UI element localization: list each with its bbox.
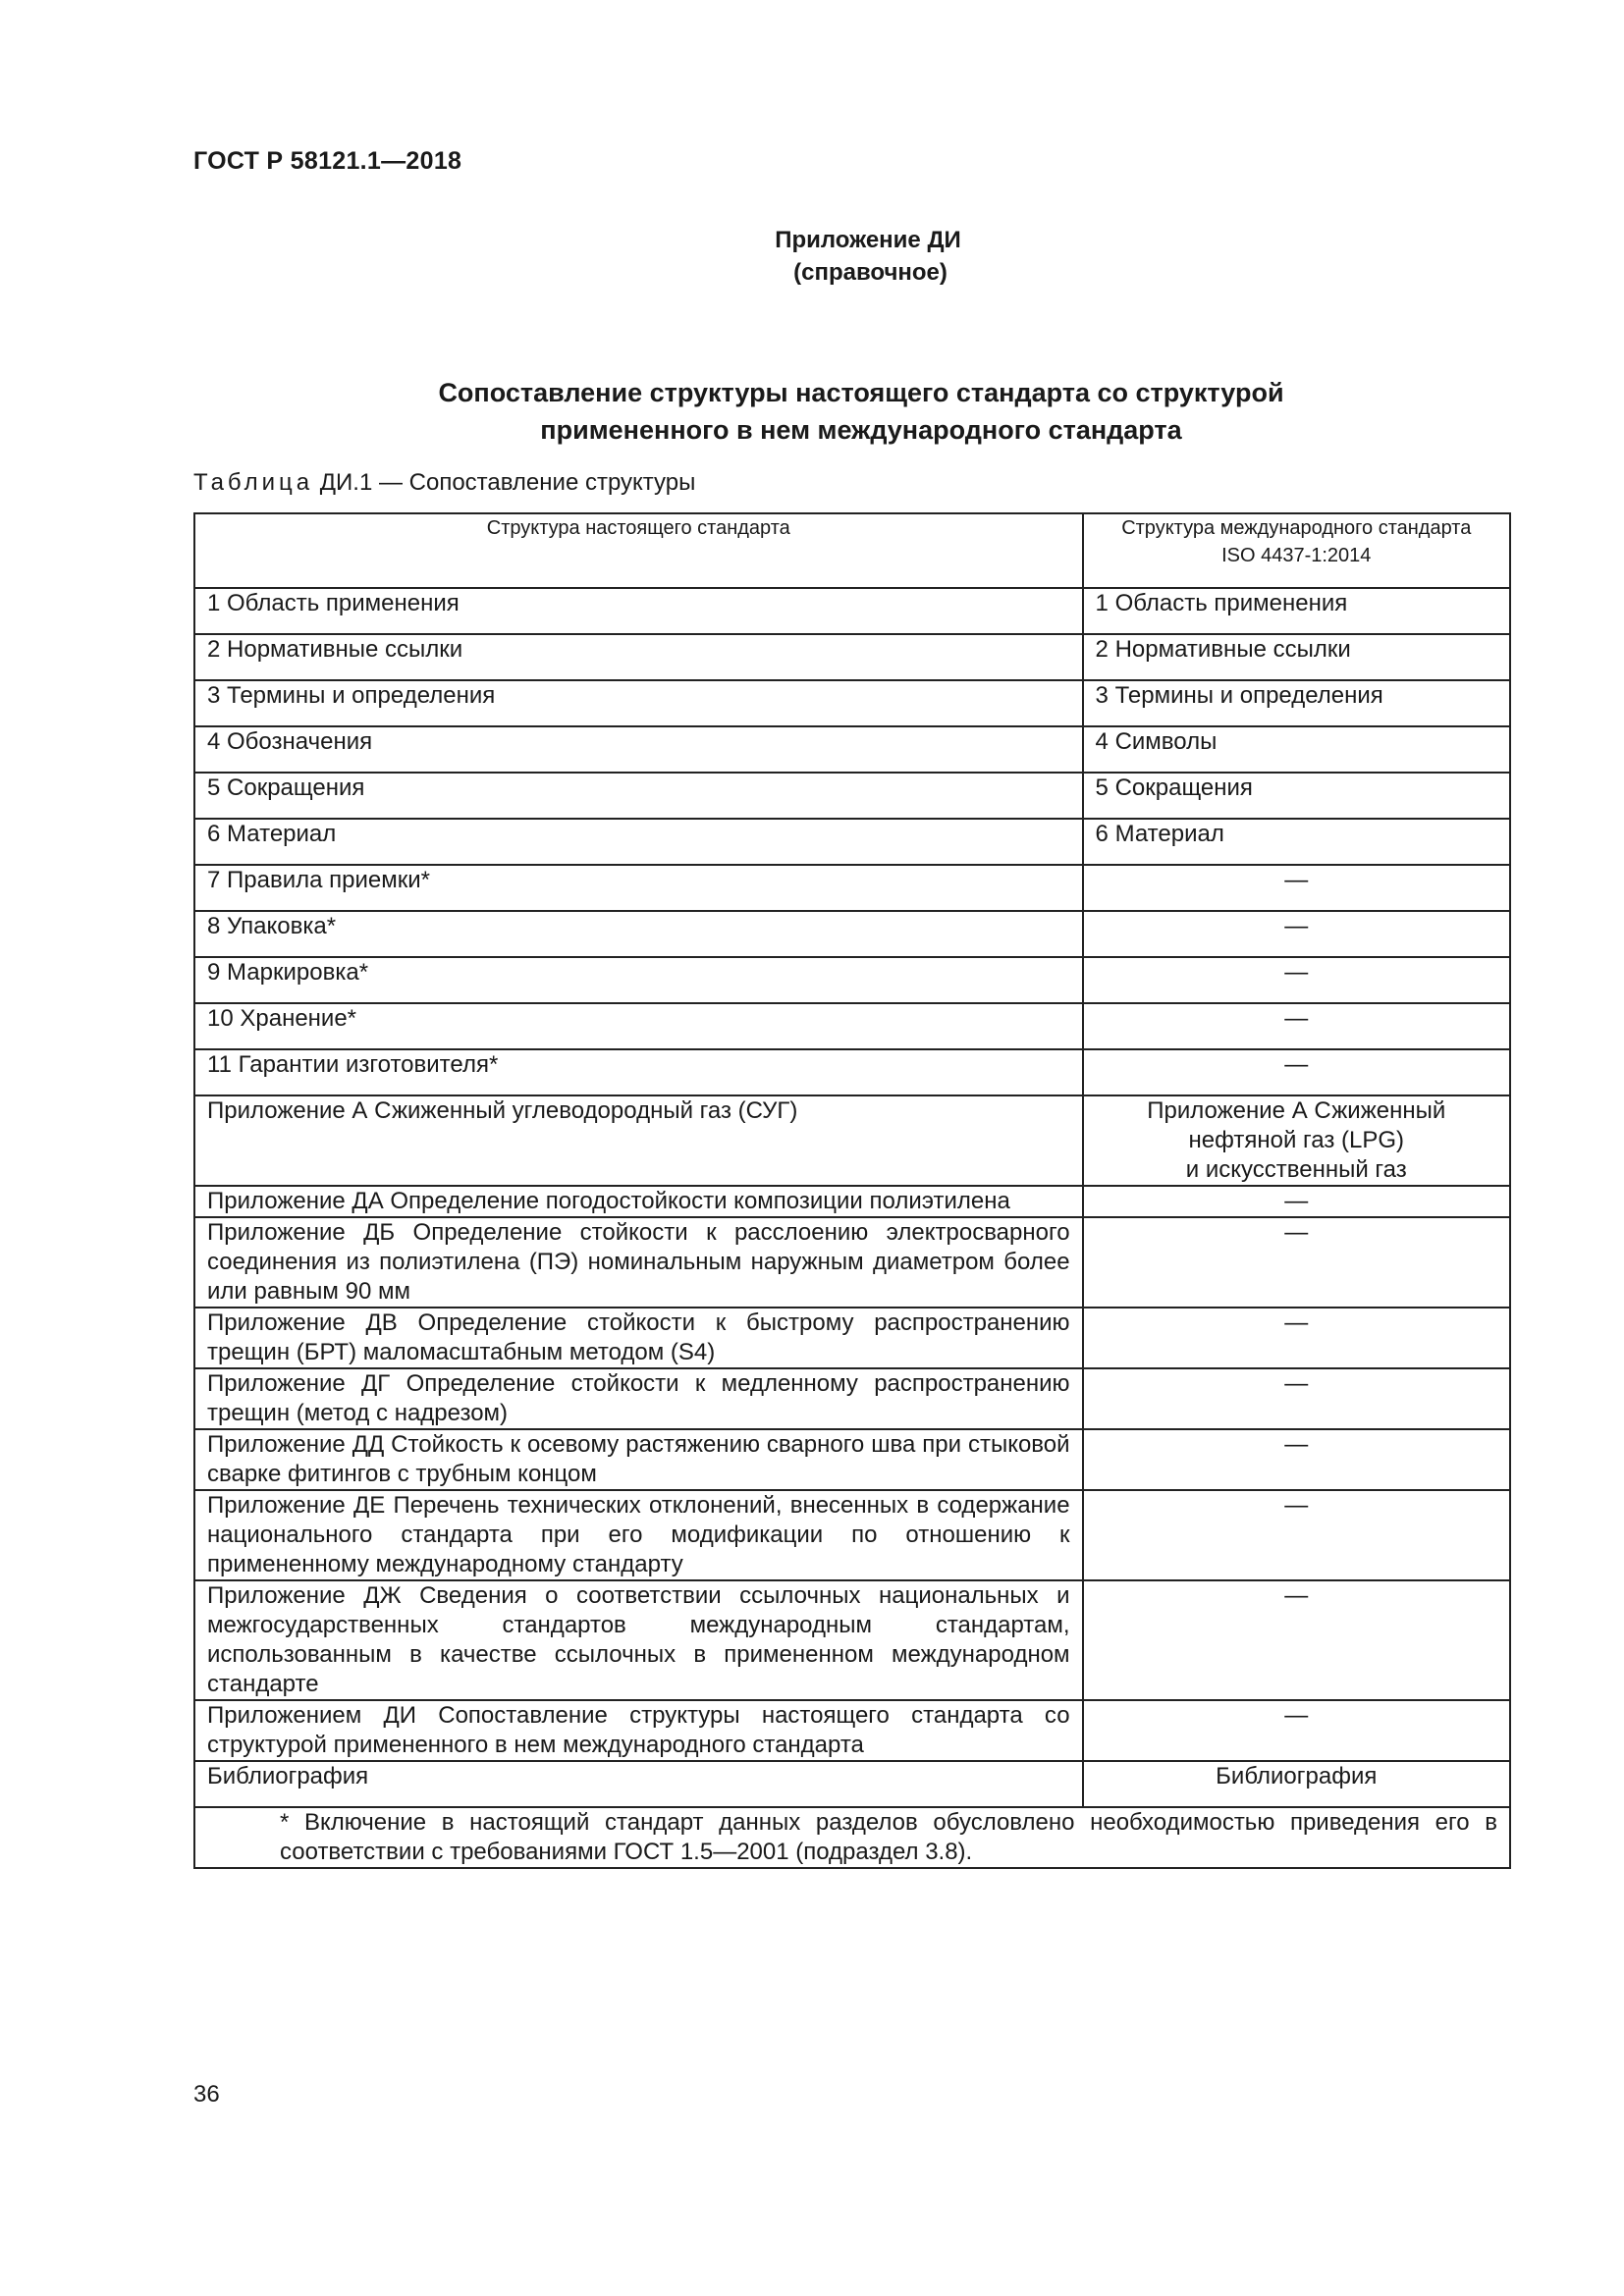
- table-row-bibliography: [194, 1761, 1510, 1807]
- row-left: Приложение ДД Стойкость к осевому растяжению сварного шва при стыковой сварке фитингов с трубным концом: [194, 1429, 1083, 1490]
- row-right-dash: —: [1083, 911, 1510, 957]
- table-row: [194, 773, 1510, 819]
- row-right: 5 Сокращения: [1083, 773, 1510, 819]
- row-left: Приложение ДЖ Сведения о соответствии ссылочных национальных и межгосударственных стандартов международным стандартам, использованным в качестве ссылочных в примененном международном стандарте: [194, 1580, 1083, 1700]
- table-row: [194, 911, 1510, 957]
- table-row: [194, 1580, 1510, 1700]
- row-left: Приложением ДИ Сопоставление структуры настоящего стандарта со структурой примененного в нем международного стандарта: [194, 1700, 1083, 1761]
- row-right: 3 Термины и определения: [1083, 680, 1510, 726]
- table-row: [194, 1490, 1510, 1580]
- row-left: 4 Обозначения: [194, 726, 1083, 773]
- row-left: 7 Правила приемки*: [194, 865, 1083, 911]
- annex-a-right-line2: нефтяной газ (LPG): [1188, 1127, 1404, 1153]
- row-right-dash: —: [1083, 1217, 1510, 1308]
- row-right: Библиография: [1083, 1761, 1510, 1807]
- row-right-dash: —: [1083, 1003, 1510, 1049]
- section-heading: [0, 374, 1624, 449]
- row-right-dash: —: [1083, 957, 1510, 1003]
- row-right: 4 Символы: [1083, 726, 1510, 773]
- row-right-dash: —: [1083, 865, 1510, 911]
- section-heading-line1: Сопоставление структуры настоящего стандарта со структурой: [438, 378, 1284, 407]
- table-row: [194, 1429, 1510, 1490]
- row-left: Приложение ДБ Определение стойкости к расслоению электросварного соединения из полиэтилена (ПЭ) номинальным наружным диаметром более или равным 90 мм: [194, 1217, 1083, 1308]
- table-row: [194, 1368, 1510, 1429]
- row-left: 3 Термины и определения: [194, 680, 1083, 726]
- col2-header-line2: ISO 4437-1:2014: [1221, 545, 1372, 566]
- row-left: Приложение ДВ Определение стойкости к быстрому распространению трещин (БРТ) маломасштабным методом (S4): [194, 1308, 1083, 1368]
- row-left: 8 Упаковка*: [194, 911, 1083, 957]
- table-row: [194, 1186, 1510, 1217]
- row-left: Библиография: [194, 1761, 1083, 1807]
- row-left: 2 Нормативные ссылки: [194, 634, 1083, 680]
- annex-status: (справочное): [793, 259, 947, 286]
- row-left: Приложение ДГ Определение стойкости к медленному распространению трещин (метод с надрезом): [194, 1368, 1083, 1429]
- row-right-dash: —: [1083, 1490, 1510, 1580]
- table-row: [194, 680, 1510, 726]
- table-row: [194, 865, 1510, 911]
- row-right-dash: —: [1083, 1186, 1510, 1217]
- row-left: Приложение А Сжиженный углеводородный газ (СУГ): [194, 1095, 1083, 1186]
- annex-title-block: [0, 224, 1624, 289]
- col2-header-line1: Структура международного стандарта: [1121, 517, 1472, 539]
- row-right-dash: —: [1083, 1580, 1510, 1700]
- annex-a-right-line3: и искусственный газ: [1185, 1156, 1407, 1183]
- row-left: 6 Материал: [194, 819, 1083, 865]
- col2-header: [1083, 513, 1510, 588]
- row-left: Приложение ДА Определение погодостойкости композиции полиэтилена: [194, 1186, 1083, 1217]
- table-footnote-text: * Включение в настоящий стандарт данных разделов обусловлено необходимостью приведения его в соответствии с требованиями ГОСТ 1.5—2001 (подраздел 3.8).: [280, 1809, 1497, 1865]
- table-caption-prefix: Таблица: [193, 469, 314, 496]
- table-row: [194, 1003, 1510, 1049]
- row-left: 5 Сокращения: [194, 773, 1083, 819]
- section-heading-line2: примененного в нем международного стандарта: [540, 415, 1182, 445]
- table-row: [194, 1049, 1510, 1095]
- annex-a-right-line1: Приложение А Сжиженный: [1147, 1097, 1446, 1124]
- row-right: 1 Область применения: [1083, 588, 1510, 634]
- table-footnote: [194, 1807, 1510, 1868]
- page-number: 36: [193, 2081, 220, 2108]
- row-left: Приложение ДЕ Перечень технических отклонений, внесенных в содержание национального стандарта при его модификации по отношению к примененному международному стандарту: [194, 1490, 1083, 1580]
- table-footnote-row: [194, 1807, 1510, 1868]
- row-right: 6 Материал: [1083, 819, 1510, 865]
- document-code: ГОСТ Р 58121.1—2018: [193, 147, 462, 175]
- table-caption: [193, 469, 695, 497]
- table-row: [194, 588, 1510, 634]
- table-row: [194, 1700, 1510, 1761]
- structure-comparison-table: [193, 512, 1511, 1869]
- row-left: 11 Гарантии изготовителя*: [194, 1049, 1083, 1095]
- table-row: [194, 1308, 1510, 1368]
- table-row: [194, 1217, 1510, 1308]
- table-caption-text: ДИ.1 — Сопоставление структуры: [319, 469, 696, 496]
- table-header-row: [194, 513, 1510, 588]
- annex-title: Приложение ДИ: [775, 227, 961, 253]
- row-right: [1083, 1095, 1510, 1186]
- table-row: [194, 634, 1510, 680]
- row-right-dash: —: [1083, 1368, 1510, 1429]
- row-right-dash: —: [1083, 1700, 1510, 1761]
- col1-header: Структура настоящего стандарта: [194, 513, 1083, 588]
- row-left: 10 Хранение*: [194, 1003, 1083, 1049]
- row-left: 9 Маркировка*: [194, 957, 1083, 1003]
- row-right-dash: —: [1083, 1308, 1510, 1368]
- row-right-dash: —: [1083, 1049, 1510, 1095]
- table-row-annex-a: [194, 1095, 1510, 1186]
- row-right: 2 Нормативные ссылки: [1083, 634, 1510, 680]
- table-row: [194, 957, 1510, 1003]
- table-row: [194, 819, 1510, 865]
- row-right-dash: —: [1083, 1429, 1510, 1490]
- row-left: 1 Область применения: [194, 588, 1083, 634]
- table-row: [194, 726, 1510, 773]
